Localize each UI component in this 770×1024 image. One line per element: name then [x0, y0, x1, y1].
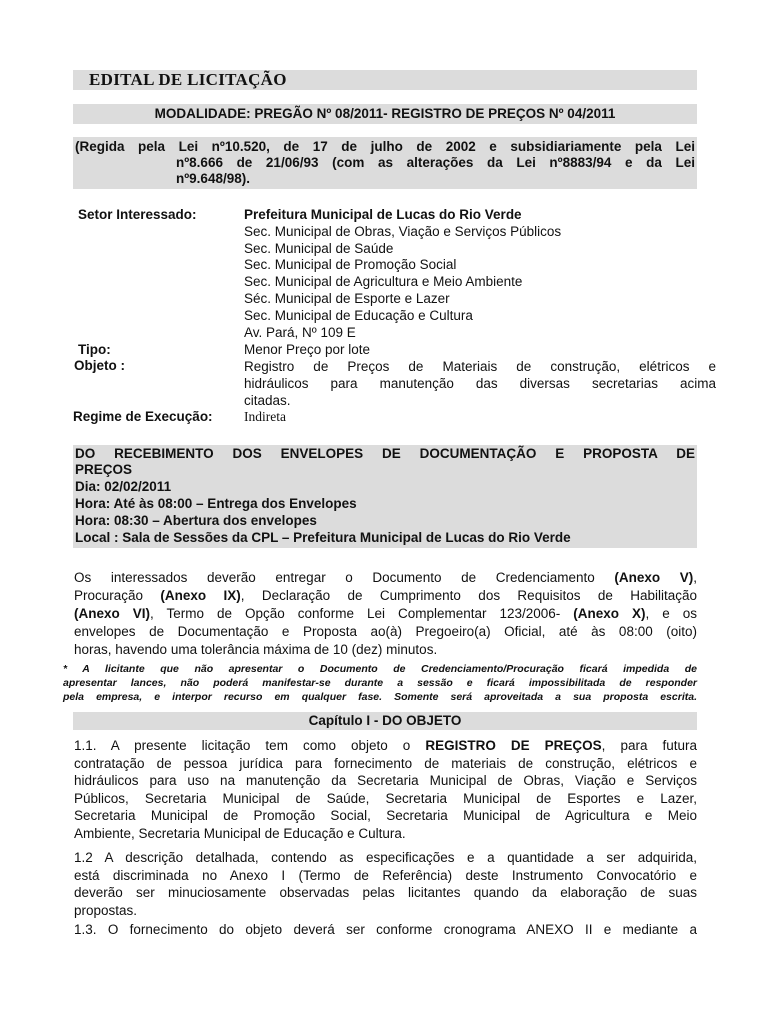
paragraph-line: Ambiente, Secretaria Municipal de Educação e Cultura.: [74, 825, 406, 841]
recebimento-local: Local : Sala de Sessões da CPL – Prefeitura Municipal de Lucas do Rio Verde: [75, 530, 571, 545]
paragraph-line: deverão ser minuciosamente observadas pelas licitantes quando da elaboração de suas: [74, 885, 697, 901]
setor-item: Sec. Municipal de Saúde: [244, 241, 394, 256]
law-line-3: nº9.648/98).: [176, 171, 250, 186]
setor-main: Prefeitura Municipal de Lucas do Rio Verde: [244, 207, 522, 222]
setor-item: Sec. Municipal de Obras, Viação e Serviços Públicos: [244, 224, 562, 239]
objeto-label: Objeto :: [74, 358, 125, 373]
setor-item: Séc. Municipal de Esporte e Lazer: [244, 291, 450, 306]
paragraph-line: hidráulicos para uso na manutenção da Secretaria Municipal de Obras, Viação e Serviços: [74, 773, 697, 789]
objeto-line: citadas.: [244, 393, 291, 408]
setor-address: Av. Pará, Nº 109 E: [244, 325, 356, 340]
recebimento-block: [73, 445, 697, 548]
document-title: EDITAL DE LICITAÇÃO: [89, 70, 287, 89]
modalidade-bar: MODALIDADE: PREGÃO Nº 08/2011- REGISTRO DE PREÇOS Nº 04/2011: [73, 104, 697, 124]
title-bar: [73, 70, 697, 90]
recebimento-hora-entrega: Hora: Até às 08:00 – Entrega dos Envelopes: [75, 496, 357, 511]
setor-item: Sec. Municipal de Educação e Cultura: [244, 308, 473, 323]
setor-label: Setor Interessado:: [78, 207, 197, 222]
credenciamento-note: [63, 662, 697, 704]
clause-1-3: [74, 921, 697, 939]
setor-item: Sec. Municipal de Agricultura e Meio Ambiente: [244, 274, 523, 289]
paragraph-line: propostas.: [74, 902, 138, 918]
paragraph-line: Procuração (Anexo IX), Declaração de Cumprimento dos Requisitos de Habilitação: [74, 588, 697, 603]
paragraph-line: envelopes de Documentação e Proposta ao(à) Pregoeiro(a) Oficial, até às 08:00 (oito): [74, 624, 697, 639]
paragraph-line: Os interessados deverão entregar o Documento de Credenciamento (Anexo V),: [74, 570, 697, 585]
recebimento-heading: DO RECEBIMENTO DOS ENVELOPES DE DOCUMENTAÇÃO E PROPOSTA DE: [75, 446, 695, 461]
law-line-1: (Regida pela Lei nº10.520, de 17 de julho de 2002 e subsidiariamente pela Lei: [75, 139, 695, 154]
recebimento-dia: Dia: 02/02/2011: [75, 479, 172, 494]
tipo-value: Menor Preço por lote: [244, 342, 371, 357]
law-reference-bar: [73, 137, 697, 189]
note-line: * A licitante que não apresentar o Documento de Credenciamento/Procuração ficará impedida de: [63, 663, 697, 675]
regime-value: Indireta: [244, 409, 286, 424]
clause-1-2: [74, 849, 697, 919]
paragraph-line: 1.1. A presente licitação tem como objeto o REGISTRO DE PREÇOS, para futura: [74, 738, 698, 753]
paragraph-line: (Anexo VI), Termo de Opção conforme Lei Complementar 123/2006- (Anexo X), e os: [74, 606, 697, 621]
objeto-line: Registro de Preços de Materiais de construção, elétricos e: [244, 359, 716, 374]
paragraph-line: 1.3. O fornecimento do objeto deverá ser conforme cronograma ANEXO II e mediante a: [74, 922, 697, 937]
paragraph-line: 1.2 A descrição detalhada, contendo as especificações e a quantidade a ser adquirida,: [74, 850, 697, 865]
interessados-paragraph: [74, 569, 697, 659]
regime-label: Regime de Execução:: [73, 409, 213, 424]
recebimento-hora-abertura: Hora: 08:30 – Abertura dos envelopes: [75, 513, 317, 528]
chapter-heading: Capítulo I - DO OBJETO: [73, 712, 697, 730]
note-line: apresentar lances, não poderá manifestar-se durante a sessão e ficará impossibilitada de responder: [63, 677, 697, 689]
paragraph-line: Secretaria Municipal de Promoção Social, Secretaria Municipal de Agricultura e Meio: [74, 808, 697, 824]
law-line-2: nº8.666 de 21/06/93 (com as alterações da Lei nº8883/94 e da Lei: [176, 155, 695, 170]
objeto-value: [244, 358, 716, 409]
recebimento-heading-cont: PREÇOS: [75, 462, 133, 477]
setor-item: Sec. Municipal de Promoção Social: [244, 257, 457, 272]
clause-1-1: [74, 737, 697, 843]
tipo-label: Tipo:: [78, 342, 111, 357]
objeto-line: hidráulicos para manutenção das diversas secretarias acima: [244, 376, 716, 391]
paragraph-line: horas, havendo uma tolerância máxima de 10 (dez) minutos.: [74, 642, 438, 657]
note-line: pela empresa, e interpor recurso em qualquer fase. Somente será aproveitada a sua proposta escrita.: [63, 691, 697, 703]
paragraph-line: contratação de pessoa jurídica para fornecimento de materiais de construção, elétricos e: [74, 755, 697, 771]
paragraph-line: Públicos, Secretaria Municipal de Saúde, Secretaria Municipal de Esportes e Lazer,: [74, 790, 697, 806]
paragraph-line: está discriminada no Anexo I (Termo de Referência) deste Instrumento Convocatório e: [74, 867, 697, 883]
